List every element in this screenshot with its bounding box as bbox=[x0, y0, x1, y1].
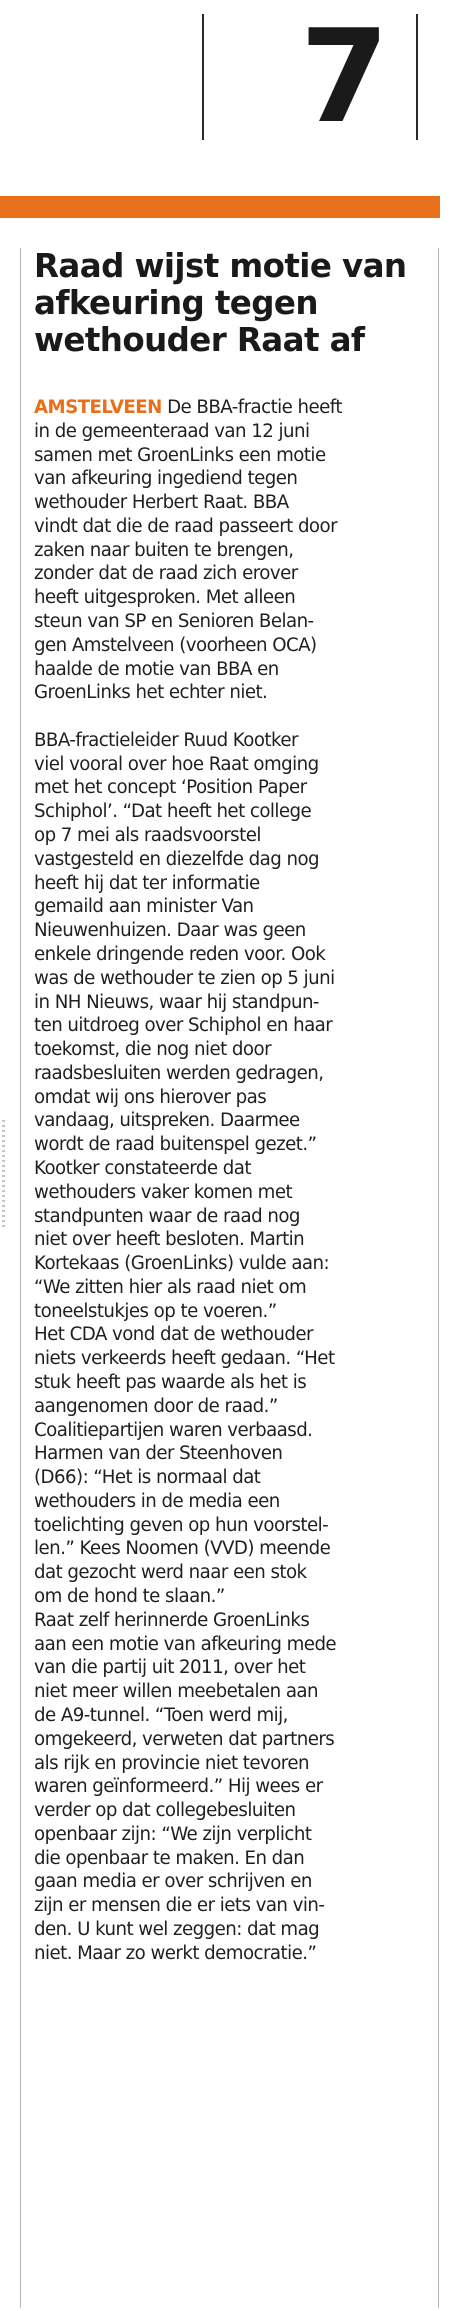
paragraph-2-line: “We zitten hier als raad niet om bbox=[34, 1276, 307, 1298]
paragraph-2-line: raadsbesluiten werden gedragen, bbox=[34, 1062, 324, 1084]
paragraph-2-line: niets verkeerds heeft gedaan. “Het bbox=[34, 1348, 335, 1370]
paragraph-2-line: wethouders in de media een bbox=[34, 1490, 280, 1512]
page-number: 7 bbox=[300, 3, 386, 152]
paragraph-2-line: stuk heeft pas waarde als het is bbox=[34, 1372, 307, 1394]
paragraph-2-line: len.” Kees Noomen (VVD) meende bbox=[34, 1538, 331, 1560]
paragraph-2-line: vastgesteld en diezelfde dag nog bbox=[34, 848, 320, 870]
paragraph-2-line: vandaag, uitspreken. Daarmee bbox=[34, 1110, 300, 1132]
margin-mark bbox=[2, 1120, 5, 1230]
dateline: AMSTELVEEN bbox=[34, 397, 162, 418]
paragraph-2-line: dat gezocht werd naar een stok bbox=[34, 1562, 307, 1584]
paragraph-2-line: enkele dringende reden voor. Ook bbox=[34, 943, 326, 965]
paragraph-1-line: wethouder Herbert Raat. BBA bbox=[34, 492, 289, 514]
headline-line: wethouder Raat af bbox=[34, 321, 365, 359]
paragraph-2-line: gemaild aan minister Van bbox=[34, 896, 254, 918]
paragraph-2-line: heeft hij dat ter informatie bbox=[34, 872, 260, 894]
headline-line: Raad wijst motie van bbox=[34, 247, 407, 285]
paragraph-2 bbox=[34, 729, 432, 1966]
paragraph-2-line: waren geïnformeerd.” Hij wees er bbox=[34, 1776, 323, 1798]
paragraph-2-line: openbaar zijn: “We zijn verplicht bbox=[34, 1823, 312, 1845]
paragraph-2-line: die openbaar te maken. En dan bbox=[34, 1847, 305, 1869]
paragraph-2-line: Nieuwenhuizen. Daar was geen bbox=[34, 920, 306, 942]
paragraph-2-line: Harmen van der Steenhoven bbox=[34, 1443, 283, 1465]
paragraph-2-line: niet meer willen meebetalen aan bbox=[34, 1681, 318, 1703]
paragraph-2-line: op 7 mei als raadsvoorstel bbox=[34, 825, 261, 847]
paragraph-2-line: verder op dat collegebesluiten bbox=[34, 1800, 296, 1822]
paragraph-2-line: (D66): “Het is normaal dat bbox=[34, 1467, 261, 1489]
paragraph-2-line: BBA-fractieleider Ruud Kootker bbox=[34, 729, 298, 751]
paragraph-2-line: niet over heeft besloten. Martin bbox=[34, 1229, 305, 1251]
paragraph-2-line: omdat wij ons hierover pas bbox=[34, 1086, 267, 1108]
paragraph-2-line: standpunten waar de raad nog bbox=[34, 1205, 300, 1227]
paragraph-2-line: wordt de raad buitenspel gezet.” bbox=[34, 1134, 317, 1156]
section-accent-bar bbox=[0, 196, 440, 218]
paragraph-1-first-line bbox=[34, 396, 432, 420]
paragraph-1-line: zonder dat de raad zich erover bbox=[34, 563, 298, 585]
header-divider-left bbox=[202, 14, 204, 140]
article-headline bbox=[34, 248, 434, 359]
paragraph-2-line: Schiphol’. “Dat heeft het college bbox=[34, 801, 312, 823]
paragraph-2-line: met het concept ‘Position Paper bbox=[34, 777, 307, 799]
paragraph-2-line: toneelstukjes op te voeren.” bbox=[34, 1300, 277, 1322]
paragraph-1 bbox=[34, 420, 432, 705]
paragraph-2-line: Kootker constateerde dat bbox=[34, 1157, 251, 1179]
paragraph-2-line: ten uitdroeg over Schiphol en haar bbox=[34, 1015, 333, 1037]
paragraph-2-line: Kortekaas (GroenLinks) vulde aan: bbox=[34, 1253, 330, 1275]
paragraph-1-line: van afkeuring ingediend tegen bbox=[34, 468, 298, 490]
paragraph-1-line: vindt dat die de raad passeert door bbox=[34, 515, 338, 537]
paragraph-2-line: Raat zelf herinnerde GroenLinks bbox=[34, 1609, 310, 1631]
paragraph-2-line: aangenomen door de raad.” bbox=[34, 1395, 278, 1417]
paragraph-1-line: haalde de motie van BBA en bbox=[34, 658, 279, 680]
paragraph-2-line: om de hond te slaan.” bbox=[34, 1586, 225, 1608]
paragraph-break bbox=[34, 705, 432, 729]
paragraph-2-line: omgekeerd, verweten dat partners bbox=[34, 1728, 335, 1750]
paragraph-2-line: den. U kunt wel zeggen: dat mag bbox=[34, 1918, 320, 1940]
paragraph-2-line: de A9-tunnel. “Toen werd mij, bbox=[34, 1704, 288, 1726]
paragraph-1-line: in de gemeenteraad van 12 juni bbox=[34, 420, 310, 442]
paragraph-2-line: niet. Maar zo werkt democratie.” bbox=[34, 1942, 317, 1964]
paragraph-2-line: gaan media er over schrijven en bbox=[34, 1871, 312, 1893]
paragraph-1-line: heeft uitgesproken. Met alleen bbox=[34, 587, 296, 609]
paragraph-2-line: aan een motie van afkeuring mede bbox=[34, 1633, 337, 1655]
paragraph-1-line: gen Amstelveen (voorheen OCA) bbox=[34, 634, 317, 656]
paragraph-2-line: was de wethouder te zien op 5 juni bbox=[34, 967, 335, 989]
paragraph-1-line: GroenLinks het echter niet. bbox=[34, 682, 268, 704]
paragraph-2-line: viel vooral over hoe Raat omging bbox=[34, 753, 319, 775]
paragraph-1-line: samen met GroenLinks een motie bbox=[34, 444, 326, 466]
header-divider-right bbox=[416, 14, 418, 140]
paragraph-2-line: Het CDA vond dat de wethouder bbox=[34, 1324, 313, 1346]
column-rule-left bbox=[20, 248, 21, 2308]
paragraph-2-line: als rijk en provincie niet tevoren bbox=[34, 1752, 309, 1774]
paragraph-2-line: wethouders vaker komen met bbox=[34, 1181, 293, 1203]
paragraph-2-line: toekomst, die nog niet door bbox=[34, 1039, 272, 1061]
article-body bbox=[34, 396, 432, 1966]
paragraph-2-line: in NH Nieuws, waar hij standpun- bbox=[34, 991, 319, 1013]
paragraph-1-line: zaken naar buiten te brengen, bbox=[34, 539, 294, 561]
paragraph-2-line: toelichting geven op hun voorstel- bbox=[34, 1514, 329, 1536]
headline-line: afkeuring tegen bbox=[34, 284, 318, 322]
page-header bbox=[0, 0, 467, 190]
paragraph-2-line: zijn er mensen die er iets van vin- bbox=[34, 1895, 325, 1917]
paragraph-1-line: steun van SP en Senioren Belan- bbox=[34, 611, 314, 633]
column-rule-right bbox=[438, 248, 439, 2308]
paragraph-2-line: van die partij uit 2011, over het bbox=[34, 1657, 306, 1679]
paragraph-2-line: Coalitiepartijen waren verbaasd. bbox=[34, 1419, 313, 1441]
paragraph-1-lead: De BBA-fractie heeft bbox=[161, 397, 342, 418]
